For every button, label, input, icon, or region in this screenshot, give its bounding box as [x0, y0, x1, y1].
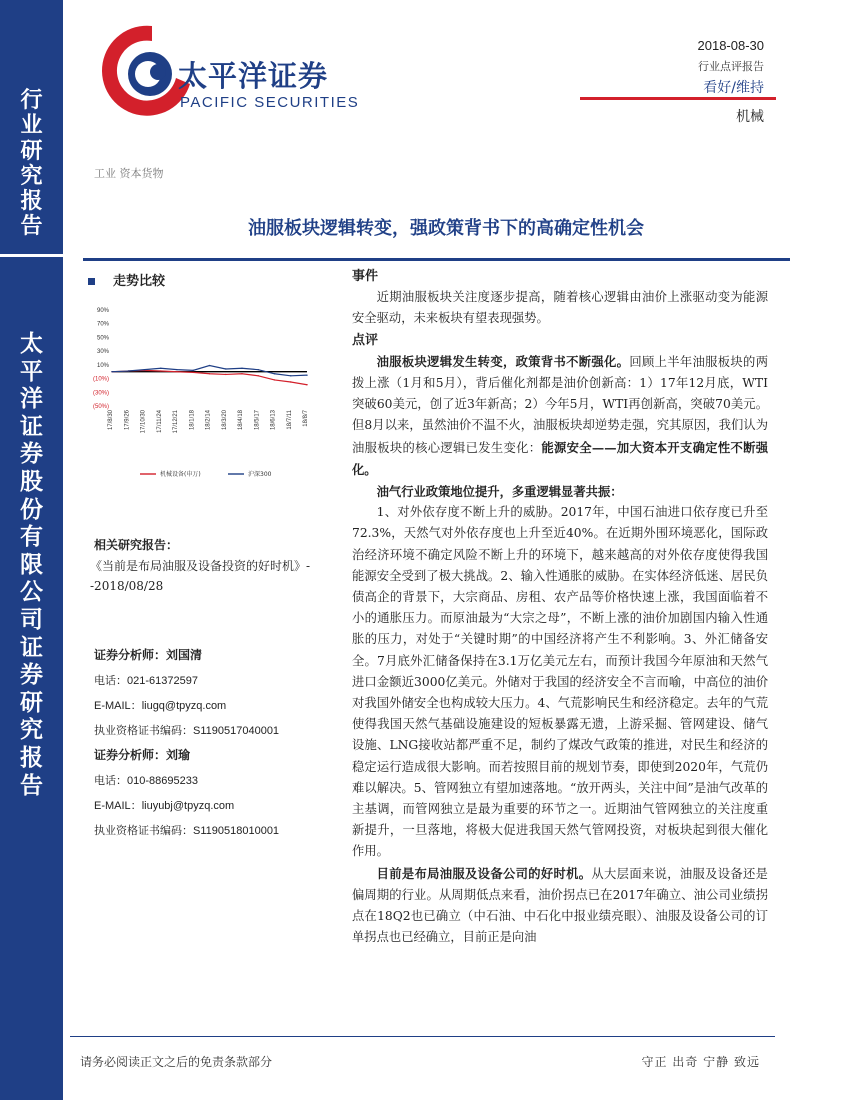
paragraph-policy-heading: 油气行业政策地位提升，多重逻辑显著共振： — [376, 484, 623, 500]
sidebar-char: 告 — [20, 771, 43, 799]
y-tick-label: 50% — [96, 335, 109, 342]
body-column — [352, 266, 768, 949]
paragraph-policy-details: 1、对外依存度不断上升的威胁。2017年，中国石油进口依存度已升至72.3%，天然气对外依存度也上升至近40%。在近期外围环境恶化，国际政治经济环境不确定风险不断上升的环境下，越来越高的对外依存度使得我国能源安全受到了极大挑战。2、输入性通胀的威胁。在实体经济低迷、居民负债高企的背景下，大宗商品、房租、农产品等价格快速上涨，我国面临着不小的通胀压力。而原油最为“大宗之母”，不断上涨的油价加剧国内输入性通胀的压力，对处于“关键时期”的中国经济将产生不利影响。3、外汇储备安全。7月底外汇储备保持在3.1万亿美元左右，而预计我国今年原油和天然气进口金额近3000亿美元。外储对于我国的经济安全不言而喻，中高位的油价对我国外储安全也构成较大压力。4、气荒影响民生和经济稳定。去年的气荒使得我国天然气基础设施建设的短板暴露无遗，上游采掘、管网建设、储气设施、LNG接收站都严重不足，制约了煤改气政策的推进，对民生和经济的稳定运行造成很大影响。而若按照目前的规划节奏，即使到2020年，气荒仍难以解决。5、管网独立有望加速落地。“放开两头，关注中间”是油气改革的主基调，而管网独立是最为重要的环节之一。近期油气管网独立的关注度重新提升，一旦落地，将极大促进我国天然气管网投资，对板块起到很大催化作用。 — [352, 505, 768, 859]
paragraph-lead: 油服板块逻辑发生转变，政策背书不断强化。 — [376, 353, 630, 369]
sidebar-char: 限 — [20, 550, 43, 578]
sidebar-char: 研 — [20, 688, 43, 716]
x-tick-label: 18/3/20 — [221, 410, 228, 431]
data-point — [111, 371, 112, 372]
analyst-2-title: 证券分析师：刘瑜 — [94, 748, 191, 762]
email-label: E-MAIL： — [94, 800, 142, 812]
data-point — [193, 372, 194, 373]
data-point — [241, 373, 242, 374]
trend-heading — [88, 270, 165, 289]
x-tick-label: 17/12/21 — [173, 410, 179, 434]
y-tick-label: (50%) — [92, 404, 109, 410]
sidebar-char: 太 — [20, 330, 43, 357]
phone-value: 010-88695233 — [127, 775, 198, 787]
x-tick-label: 18/6/13 — [270, 410, 277, 431]
data-point — [176, 371, 177, 372]
cert-value: S1190517040001 — [193, 725, 280, 737]
report-type: 行业点评报告 — [698, 60, 764, 73]
data-point — [144, 369, 145, 370]
y-tick-label: (30%) — [92, 390, 109, 397]
report-title: 油服板块逻辑转变，强政策背书下的高确定性机会 — [248, 218, 644, 239]
rating: 看好/维持 — [703, 80, 764, 96]
analyst-2-email — [94, 797, 234, 813]
data-point — [258, 369, 259, 370]
series-line-0 — [112, 370, 307, 384]
x-tick-label: 18/1/18 — [189, 410, 196, 431]
y-tick-label: 70% — [96, 321, 109, 328]
trend-chart — [82, 300, 322, 500]
y-tick-label: (10%) — [92, 376, 109, 383]
y-tick-label: 10% — [96, 362, 109, 369]
legend-label: 沪深300 — [248, 471, 272, 478]
cert-label: 执业资格证书编码： — [94, 724, 193, 737]
data-point — [258, 375, 259, 376]
x-tick-label: 17/10/30 — [140, 410, 147, 434]
phone-label: 电话： — [94, 774, 127, 787]
email-value[interactable]: liugq@tpyzq.com — [141, 700, 227, 712]
sidebar-char: 报 — [20, 743, 43, 771]
sidebar-char: 究 — [20, 716, 43, 744]
cert-value: S1190518010001 — [193, 825, 280, 837]
sidebar-divider — [0, 254, 63, 257]
x-tick-label: 17/9/26 — [124, 410, 131, 431]
sector: 机械 — [736, 109, 764, 125]
data-point — [193, 370, 194, 371]
paragraph-lead: 目前是布局油服及设备公司的好时机。 — [376, 865, 592, 881]
sidebar-char: 究 — [20, 162, 43, 189]
email-value[interactable]: liuyubj@tpyzq.com — [141, 800, 235, 812]
event-heading: 事件 — [352, 269, 379, 284]
sidebar-char: 行 — [20, 87, 43, 113]
sidebar-char: 公 — [20, 578, 43, 606]
data-point — [306, 384, 307, 385]
analyst-2-phone — [94, 772, 198, 788]
analyst-2-cert — [94, 822, 279, 838]
sidebar-char: 份 — [20, 495, 43, 523]
sidebar-char: 股 — [20, 467, 43, 495]
analyst-1-title: 证券分析师：刘国清 — [94, 648, 203, 662]
paragraph-logic-shift — [352, 351, 768, 481]
analyst-1-email — [94, 697, 226, 713]
cert-label: 执业资格证书编码： — [94, 824, 193, 837]
sidebar-char: 平 — [20, 357, 43, 385]
bullet-square-icon — [88, 278, 95, 285]
logo-english-name: PACIFIC SECURITIES — [180, 94, 360, 111]
sidebar-char: 证 — [20, 633, 43, 661]
data-point — [274, 373, 275, 374]
data-point — [225, 374, 226, 375]
data-point — [274, 379, 275, 380]
footer-rule — [70, 1036, 775, 1037]
data-point — [306, 374, 307, 375]
header-red-rule — [580, 97, 776, 100]
data-point — [225, 368, 226, 369]
paragraph-text: 回顾上半年油服板块的两拨上涨（1月和5月），背后催化剂都是油价创新高：1）17年12月底，WTI突破60美元，创了近3年新高；2）今年5月，WTI再创新高，突破70美元。但8月以来，虽然油价不温不火，油服板块却逆势走强，究其原因，我们认为油服板块的核心逻辑已发生变化： — [352, 354, 768, 455]
related-report: 《当前是布局油服及设备投资的好时机》--2018/08/28 — [90, 559, 311, 593]
analyst-1-cert — [94, 722, 279, 738]
y-tick-label: 30% — [96, 349, 109, 356]
sidebar-char: 洋 — [20, 385, 43, 413]
data-point — [209, 373, 210, 374]
footer-motto: 守正 出奇 宁静 致远 — [641, 1055, 760, 1069]
data-point — [176, 369, 177, 370]
comment-heading: 点评 — [352, 332, 379, 348]
sidebar-char: 报 — [20, 188, 43, 215]
sidebar-char: 研 — [20, 137, 43, 164]
data-point — [241, 368, 242, 369]
paragraph-timing — [352, 863, 768, 949]
x-tick-label: 17/8/30 — [108, 410, 114, 431]
y-tick-label: 90% — [96, 308, 109, 314]
x-tick-label: 17/11/24 — [156, 410, 163, 433]
phone-label: 电话： — [94, 674, 127, 687]
x-tick-label: 18/4/18 — [238, 410, 244, 431]
data-point — [290, 381, 291, 382]
analyst-1-phone — [94, 672, 198, 688]
logo-chinese-name: 太平洋证券 — [178, 59, 329, 93]
sidebar-char: 证 — [20, 412, 43, 440]
footer-disclaimer: 请务必阅读正文之后的免责条款部分 — [80, 1055, 273, 1069]
related-heading: 相关研究报告： — [94, 538, 179, 552]
data-point — [209, 365, 210, 366]
sidebar-char: 司 — [20, 605, 43, 633]
left-sidebar — [0, 0, 63, 1100]
x-tick-label: 18/2/14 — [205, 410, 212, 431]
sidebar-char: 有 — [20, 523, 43, 551]
email-label: E-MAIL： — [94, 700, 142, 712]
sidebar-char: 券 — [20, 661, 43, 689]
sidebar-char: 告 — [20, 213, 43, 240]
phone-value: 021-61372597 — [127, 675, 198, 687]
paragraph-conclusion: 能源安全——加大资本开支确定性不断强化。 — [352, 439, 768, 477]
data-point — [160, 368, 161, 369]
sidebar-char: 业 — [20, 112, 43, 139]
industry-tag: 工业 资本货物 — [94, 167, 164, 180]
title-rule — [83, 258, 790, 261]
data-point — [160, 370, 161, 371]
report-date: 2018-08-30 — [697, 38, 764, 53]
x-tick-label: 18/5/17 — [254, 410, 261, 431]
data-point — [128, 370, 129, 371]
event-paragraph: 近期油服板块关注度逐步提高，随着核心逻辑由油价上涨驱动变为能源安全驱动，未来板块有望表现强势。 — [352, 290, 768, 326]
legend-label: 机械设备(申万) — [160, 471, 201, 478]
x-tick-label: 18/8/7 — [303, 410, 309, 427]
data-point — [290, 375, 291, 376]
trend-heading-text: 走势比较 — [113, 274, 166, 289]
sidebar-bottom-label — [0, 330, 63, 799]
x-tick-label: 18/7/11 — [286, 410, 293, 430]
paragraph-text: 从大层面来说，油服及设备还是偏周期的行业。从周期低点来看，油价拐点已在2017年确立、油公司业绩拐点在18Q2也已确立（中石油、中石化中报业绩亮眼）、油服及设备公司的订单拐点也已经确立，目前正是向油 — [352, 866, 768, 945]
sidebar-char: 券 — [20, 440, 43, 468]
